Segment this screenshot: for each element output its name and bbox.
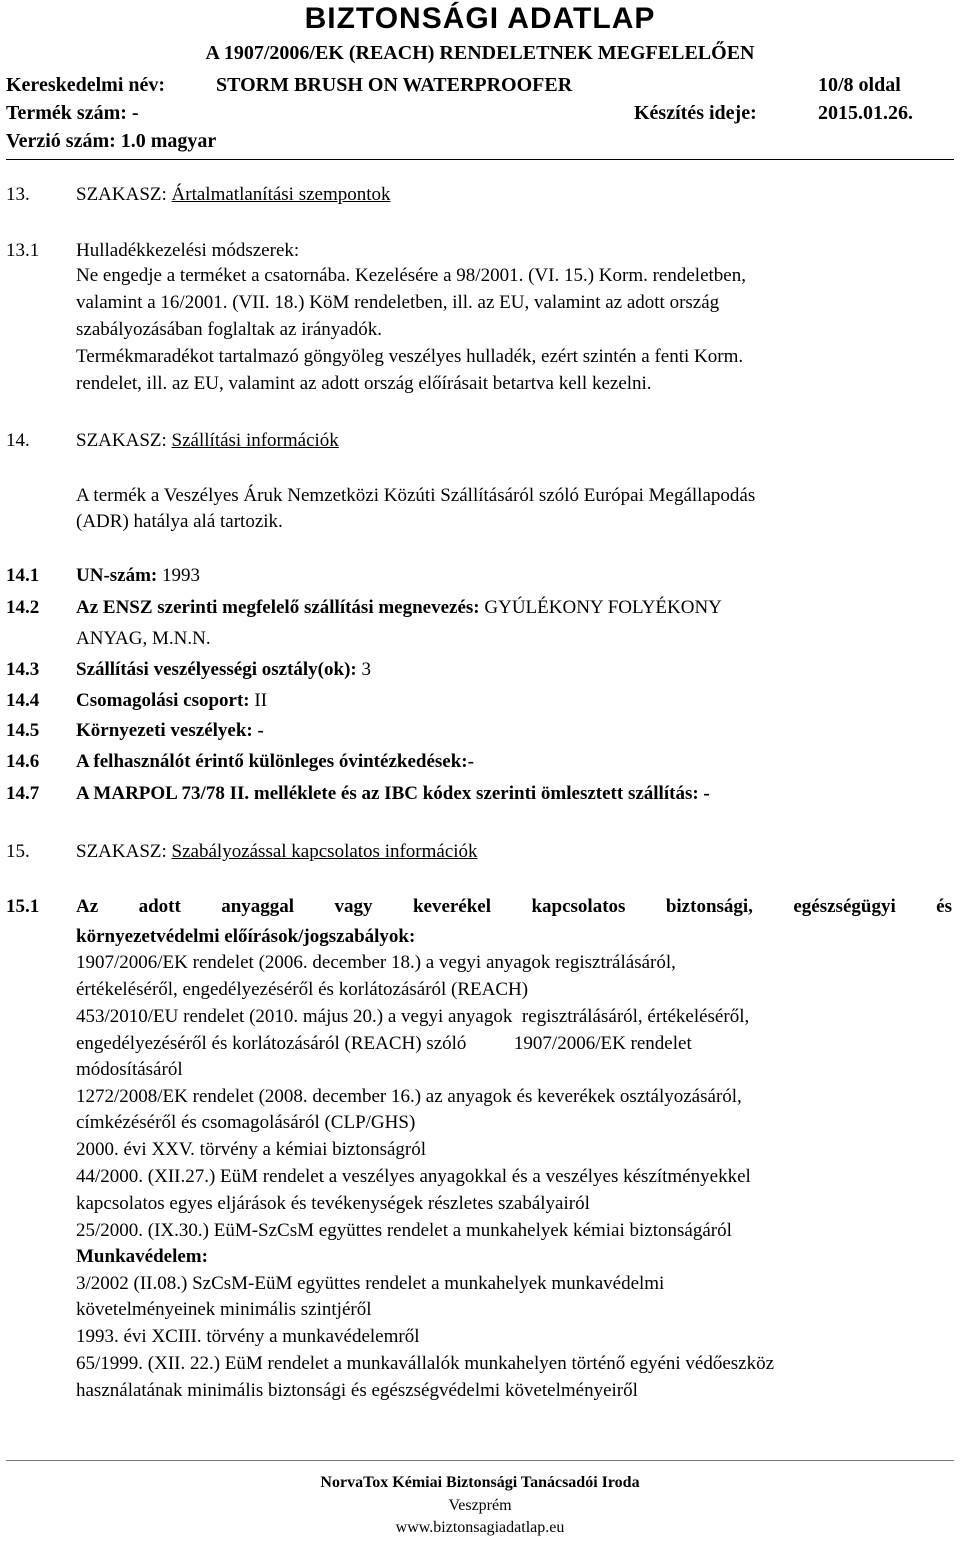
section-title-text: Ártalmatlanítási szempontok [171, 184, 391, 205]
item-label: UN-szám: [76, 565, 158, 586]
regulation-line: 25/2000. (IX.30.) EüM-SzCsM együttes rendelet a munkahelyek kémiai biztonságáról [76, 1220, 732, 1241]
footer-organization: NorvaTox Kémiai Biztonsági Tanácsadói Iroda [320, 1474, 640, 1491]
subsection-title-line: Az adott anyaggal vagy keverékel kapcsolatos biztonsági, egészségügyi és [76, 896, 952, 917]
subsection-title-line: környezetvédelmi előírások/jogszabályok: [76, 926, 416, 947]
transport-item [6, 565, 954, 593]
document-subtitle: A 1907/2006/EK (REACH) RENDELETNEK MEGFELELŐEN [205, 42, 755, 64]
section-15-heading [6, 841, 954, 869]
section-title [76, 841, 478, 863]
section-title-text: Szabályozással kapcsolatos információk [171, 841, 478, 862]
section-number: 15. [6, 841, 30, 862]
regulation-line: 453/2010/EU rendelet (2010. május 20.) a vegyi anyagok regisztrálásáról, értékeléséről, [76, 1006, 750, 1027]
regulation-line: 2000. évi XXV. törvény a kémiai biztonságról [76, 1139, 427, 1160]
paragraph-line: A termék a Veszélyes Áruk Nemzetközi Közúti Szállításáról szóló Európai Megállapodás [76, 485, 756, 506]
paragraph-line: valamint a 16/2001. (VII. 18.) KöM rendeletben, ill. az EU, valamint az adott ország [76, 292, 720, 313]
regulation-line: 44/2000. (XII.27.) EüM rendelet a veszélyes anyagokkal és a veszélyes készítményekkel [76, 1166, 751, 1187]
document-title: BIZTONSÁGI ADATLAP [304, 2, 656, 35]
item-label: Környezeti veszélyek: - [76, 720, 264, 741]
subsection-title: Hulladékkezelési módszerek: [76, 240, 300, 261]
paragraph-line: Ne engedje a terméket a csatornába. Kezelésére a 98/2001. (VI. 15.) Korm. rendeletben, [76, 265, 746, 286]
regulation-line: módosításáról [76, 1059, 183, 1080]
item-number: 14.3 [6, 659, 40, 680]
section-prefix: SZAKASZ: [76, 841, 167, 862]
regulation-line: 1907/2006/EK rendelet (2006. december 18.) a vegyi anyagok regisztrálásáról, [76, 952, 676, 973]
section-number: 13. [6, 184, 30, 205]
paragraph-line: szabályozásában foglaltak az irányadók. [76, 319, 382, 340]
item-number: 14.4 [6, 690, 40, 711]
subsection-number: 15.1 [6, 896, 40, 917]
trade-name-label: Kereskedelmi név: [6, 74, 166, 96]
occupational-safety-label: Munkavédelem: [76, 1246, 208, 1267]
section-title [76, 184, 391, 206]
header-divider [6, 159, 954, 160]
regulation-line: 1993. évi XCIII. törvény a munkavédelemről [76, 1326, 420, 1347]
item-number: 14.2 [6, 597, 40, 618]
item-value: II [249, 690, 268, 711]
transport-item [6, 690, 954, 718]
section-13-heading [6, 184, 954, 212]
regulation-line: címkézéséről és csomagolásáról (CLP/GHS) [76, 1112, 416, 1133]
item-number: 14.5 [6, 720, 40, 741]
section-prefix: SZAKASZ: [76, 430, 167, 451]
footer-website: www.biztonsagiadatlap.eu [395, 1519, 565, 1536]
transport-item [6, 783, 954, 811]
header-row-product [6, 102, 954, 128]
paragraph-line: (ADR) hatálya alá tartozik. [76, 511, 283, 532]
page-number: 10/8 oldal [818, 74, 901, 96]
subsection-13-1-heading [6, 240, 954, 268]
item-label: A felhasználót érintő különleges óvintézkedések:- [76, 751, 474, 772]
item-text [76, 720, 264, 742]
transport-item [6, 751, 954, 779]
item-text [76, 751, 474, 773]
section-title [76, 430, 339, 452]
creation-date: 2015.01.26. [818, 102, 913, 124]
paragraph-line: rendelet, ill. az EU, valamint az adott ország előírásait betartva kell kezelni. [76, 373, 652, 394]
item-text [76, 690, 267, 712]
regulation-line: 3/2002 (II.08.) SzCsM-EüM együttes rendelet a munkahelyek munkavédelmi [76, 1273, 665, 1294]
regulation-line: kapcsolatos egyes eljárások és tevékenységek részletes szabályairól [76, 1193, 590, 1214]
footer-divider [6, 1460, 954, 1461]
regulation-line: követelményeinek minimális szintjéről [76, 1299, 372, 1320]
item-text [76, 783, 710, 805]
transport-item [6, 659, 954, 687]
item-label: Csomagolási csoport: [76, 690, 250, 711]
item-text [76, 565, 200, 587]
item-value: 3 [356, 659, 371, 680]
item-label: Az ENSZ szerinti megfelelő szállítási megnevezés: [76, 597, 480, 618]
subsection-number: 13.1 [6, 240, 40, 261]
item-label: A MARPOL 73/78 II. melléklete és az IBC kódex szerinti ömlesztett szállítás: - [76, 783, 710, 804]
section-number: 14. [6, 430, 30, 451]
item-number: 14.6 [6, 751, 40, 772]
footer-city: Veszprém [448, 1497, 512, 1514]
regulation-line: engedélyezéséről és korlátozásáról (REACH) szóló 1907/2006/EK rendelet [76, 1033, 692, 1054]
version-number: Verzió szám: 1.0 magyar [6, 130, 217, 152]
paragraph-line: Termékmaradékot tartalmazó göngyöleg veszélyes hulladék, ezért szintén a fenti Korm. [76, 346, 744, 367]
regulation-line: 1272/2008/EK rendelet (2008. december 16.) az anyagok és keverékek osztályozásáról, [76, 1086, 742, 1107]
transport-item [6, 597, 954, 625]
header-row-version [6, 130, 954, 156]
regulation-line: értékeléséről, engedélyezéséről és korlátozásáról (REACH) [76, 979, 529, 1000]
section-prefix: SZAKASZ: [76, 184, 167, 205]
regulation-line: 65/1999. (XII. 22.) EüM rendelet a munkavállalók munkahelyen történő egyéni védőeszköz [76, 1353, 775, 1374]
item-value: 1993 [157, 565, 201, 586]
trade-name: STORM BRUSH ON WATERPROOFER [216, 74, 573, 96]
product-number: Termék szám: - [6, 102, 139, 124]
regulation-line: használatának minimális biztonsági és egészségvédelmi követelményeiről [76, 1380, 638, 1401]
transport-item [6, 720, 954, 748]
item-number: 14.1 [6, 565, 40, 586]
section-14-heading [6, 430, 954, 458]
item-number: 14.7 [6, 783, 40, 804]
section-title-text: Szállítási információk [171, 430, 339, 451]
item-continuation: ANYAG, M.N.N. [76, 628, 211, 649]
item-text [76, 659, 371, 681]
item-value: GYÚLÉKONY FOLYÉKONY [479, 597, 722, 618]
header-row-trade-name [6, 74, 954, 100]
item-label: Szállítási veszélyességi osztály(ok): [76, 659, 357, 680]
item-text [76, 597, 722, 619]
date-label: Készítés ideje: [634, 102, 757, 124]
